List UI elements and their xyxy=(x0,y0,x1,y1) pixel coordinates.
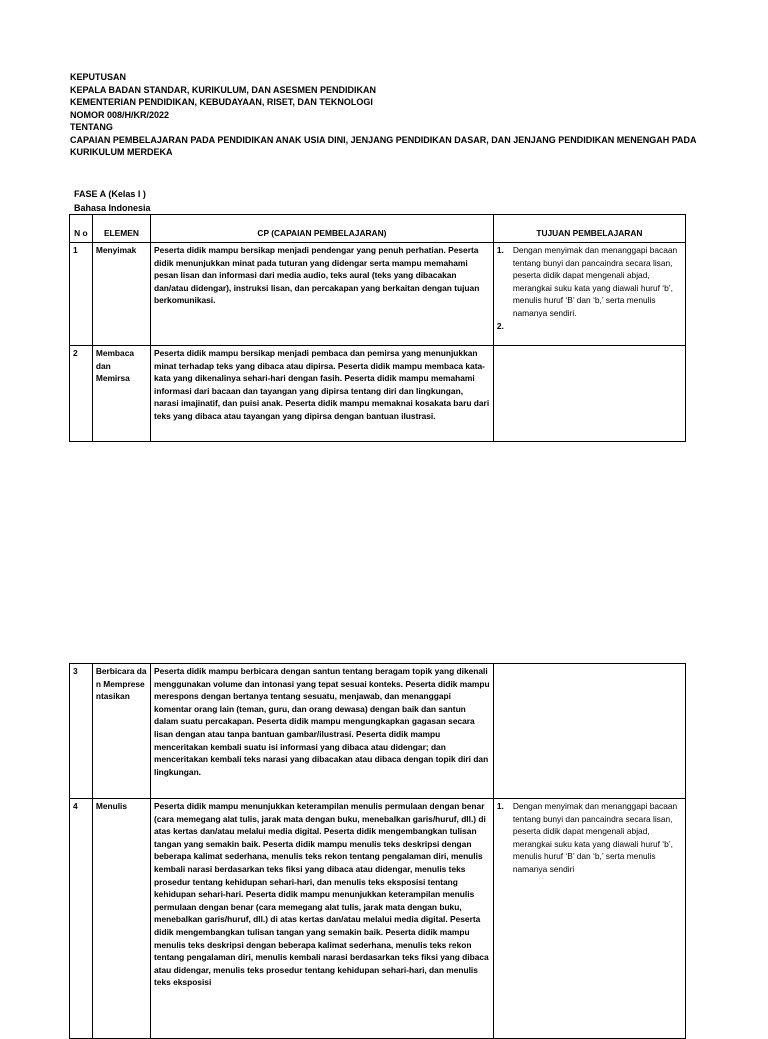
column-header-tp: TUJUAN PEMBELAJARAN xyxy=(493,215,685,243)
row-elemen: Berbicara dan Mempresentasikan xyxy=(92,664,150,799)
table-row xyxy=(70,346,686,442)
header-line: KEPALA BADAN STANDAR, KURIKULUM, DAN ASESMEN PENDIDIKAN xyxy=(70,84,376,95)
row-number: 1 xyxy=(70,243,93,346)
row-number: 3 xyxy=(70,664,93,799)
tp-item xyxy=(497,800,682,876)
subject-label: Bahasa Indonesia xyxy=(74,203,151,213)
table-row xyxy=(70,664,686,799)
row-cp: Peserta didik mampu bersikap menjadi pendengar yang penuh perhatian. Peserta didik menunjukkan minat pada tuturan yang didengar serta mampu memahami pesan lisan dan informasi dari media audio, teks aural (teks yang dibacakan dan/atau didengar), instruksi lisan, dan percakapan yang berkaitan dengan tujuan berkomunikasi. xyxy=(151,243,494,346)
column-header-elemen: ELEMEN xyxy=(92,215,150,243)
row-tp xyxy=(493,664,685,799)
header-title: CAPAIAN PEMBELAJARAN PADA PENDIDIKAN ANAK USIA DINI, JENJANG PENDIDIKAN DASAR, DAN JENJANG PENDIDIKAN MENENGAH PADA KURIKULUM MERDEKA xyxy=(70,134,697,157)
tp-item-number: 1. xyxy=(496,801,504,811)
row-elemen: Membaca dan Memirsa xyxy=(92,346,150,442)
cp-table-part-2 xyxy=(69,663,686,1039)
row-cp: Peserta didik mampu menunjukkan keterampilan menulis permulaan dengan benar (cara memegang alat tulis, jarak mata dengan buku, menebalkan garis/huruf, dll.) di atas kertas dan/atau melalui media digital. Peserta didik mengembangkan tulisan tangan yang semakin baik. Peserta didik mampu menulis teks deskripsi dengan beberapa kalimat sederhana, menulis teks rekon tentang pengalaman diri, menulis kembali narasi berdasarkan teks fiksi yang dibaca atau didengar, menulis teks prosedur tentang kehidupan sehari-hari, dan menulis teks eksposisi tentang kehidupan sehari-hari. Peserta didik mampu menunjukkan keterampilan menulis permulaan dengan benar (cara memegang alat tulis, jarak mata dengan buku, menebalkan garis/huruf, dll.) di atas kertas dan/atau melalui media digital. Peserta didik mengembangkan tulisan tangan yang semakin baik. Peserta didik mampu menulis teks deskripsi dengan beberapa kalimat sederhana, menulis teks rekon tentang pengalaman diri, menulis kembali narasi berdasarkan teks fiksi yang dibaca atau didengar, menulis teks prosedur tentang kehidupan sehari-hari, dan menulis teks eksposisi xyxy=(151,799,494,1039)
tp-item-text: Dengan menyimak dan menanggapi bacaan tentang bunyi dan pancaindra secara lisan, peserta didik dapat mengenali abjad, merangkai suku kata yang diawali huruf ‘b’, menulis huruf ‘B’ dan ‘b,’ serta menulis namanya sendiri xyxy=(512,801,678,874)
row-tp xyxy=(493,346,685,442)
fase-label: FASE A (Kelas I ) xyxy=(74,189,146,199)
table-row xyxy=(70,799,686,1039)
header-line: TENTANG xyxy=(70,122,113,132)
cp-table-part-1 xyxy=(69,214,686,442)
tp-item-number: 1. xyxy=(496,245,504,255)
header-line: KEPUTUSAN xyxy=(70,72,127,82)
column-header-no: N o xyxy=(70,215,93,243)
row-elemen: Menyimak xyxy=(92,243,150,346)
column-header-cp: CP (CAPAIAN PEMBELAJARAN) xyxy=(151,215,494,243)
header-line: KEMENTERIAN PENDIDIKAN, KEBUDAYAAN, RISET, DAN TEKNOLOGI xyxy=(70,97,373,107)
row-tp xyxy=(493,243,685,346)
tp-item-number: 2. xyxy=(496,320,504,331)
row-number: 4 xyxy=(70,799,93,1039)
row-tp xyxy=(493,799,685,1039)
tp-item-text: Dengan menyimak dan menanggapi bacaan tentang bunyi dan pancaindra secara lisan, peserta didik dapat mengenali abjad, merangkai suku kata yang diawali huruf ‘b’, menulis huruf ‘B’ dan ‘b,’ serta menulis namanya sendiri. xyxy=(512,245,678,318)
table-header-row xyxy=(70,215,686,243)
row-elemen: Menulis xyxy=(92,799,150,1039)
row-cp: Peserta didik mampu berbicara dengan santun tentang beragam topik yang dikenali menggunakan volume dan intonasi yang tepat sesuai konteks. Peserta didik mampu merespons dengan bertanya tentang sesuatu, menjawab, dan menanggapi komentar orang lain (teman, guru, dan orang dewasa) dengan baik dan santun dalam suatu percakapan. Peserta didik mampu mengungkapkan gagasan secara lisan dengan atau tanpa bantuan gambar/ilustrasi. Peserta didik mampu menceritakan kembali suatu isi informasi yang dibaca atau didengar; dan menceritakan kembali teks narasi yang dibacakan atau dibaca dengan topik diri dan lingkungan. xyxy=(151,664,494,799)
row-number: 2 xyxy=(70,346,93,442)
tp-item xyxy=(497,244,682,320)
row-cp: Peserta didik mampu bersikap menjadi pembaca dan pemirsa yang menunjukkan minat terhadap teks yang dibaca atau dipirsa. Peserta didik mampu membaca kata-kata yang dikenalinya sehari-hari dengan fasih. Peserta didik mampu memahami informasi dari bacaan dan tayangan yang dipirsa tentang diri dan lingkungan, narasi imajinatif, dan puisi anak. Peserta didik mampu memaknai kosakata baru dari teks yang dibaca atau tayangan yang dipirsa dengan bantuan ilustrasi. xyxy=(151,346,494,442)
header-line: NOMOR 008/H/KR/2022 xyxy=(70,109,170,120)
table-row xyxy=(70,243,686,346)
decree-header xyxy=(70,71,710,159)
